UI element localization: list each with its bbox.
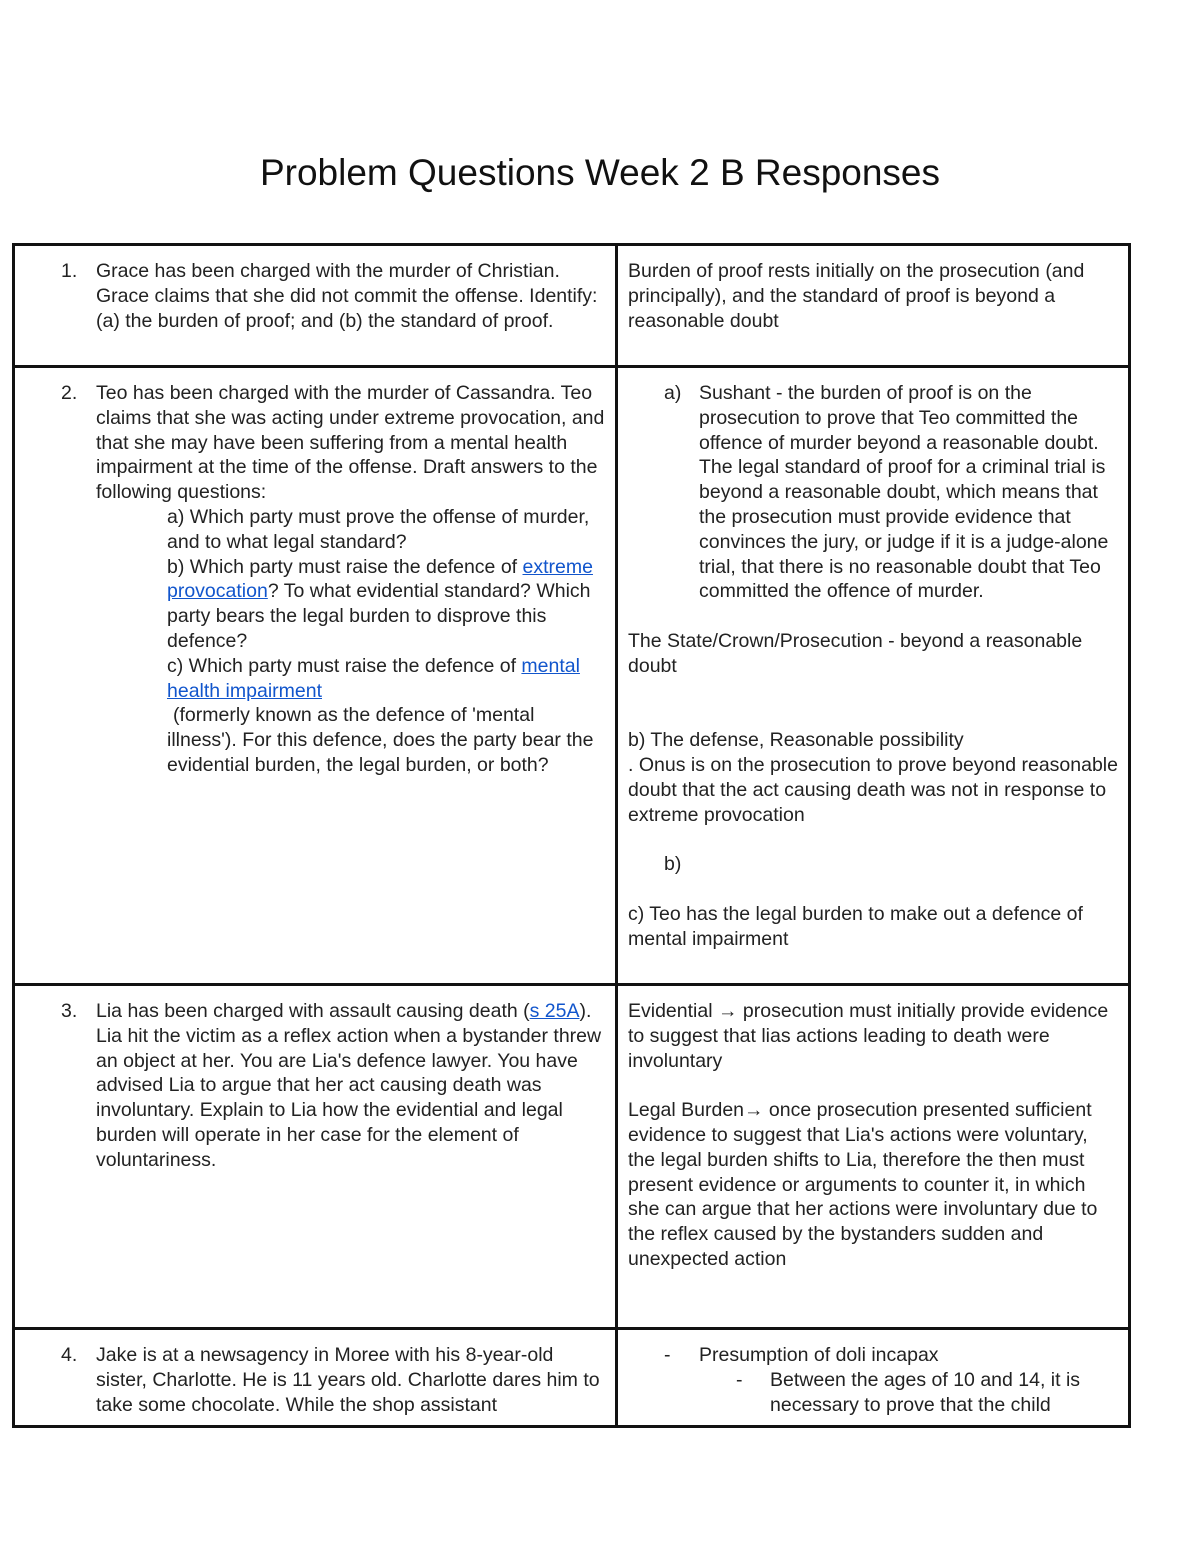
answer-cell-3 bbox=[617, 985, 1130, 1329]
question-cell-4 bbox=[14, 1329, 617, 1427]
sub-question-b-text: b) Which party must raise the defence of bbox=[167, 555, 518, 578]
sub-bullet-text: Between the ages of 10 and 14, it is necessary to prove that the child bbox=[770, 1368, 1081, 1416]
list-number: 1. bbox=[61, 260, 78, 282]
question-cell-3 bbox=[14, 985, 617, 1329]
table-row bbox=[14, 985, 1130, 1329]
list-item bbox=[25, 999, 605, 1173]
list-item bbox=[25, 381, 605, 505]
bullet-item bbox=[628, 1343, 1118, 1368]
question-answer-table bbox=[12, 243, 1131, 1428]
answer-c-text: c) Teo has the legal burden to make out a defence of mental impairment bbox=[628, 902, 1083, 950]
table-row bbox=[14, 245, 1130, 367]
question-intro: Teo has been charged with the murder of Cassandra. Teo claims that she was acting under extreme provocation, and that she may have been suffering from a mental health impairment at the time of the offense. Draft answers to the following questions: bbox=[96, 382, 605, 504]
answer-legal-text: Legal Burden→ once prosecution presented sufficient evidence to suggest that Lia's actions were voluntary, the legal burden shifts to Lia, therefore the then must present evidence or arguments to counter it, in which she can argue that her actions were involuntary due to the reflex caused by the bystanders sudden and unexpected action bbox=[628, 1099, 1098, 1270]
answer-cell-2 bbox=[617, 367, 1130, 985]
sub-question-c-text: c) Which party must raise the defence of bbox=[167, 654, 516, 677]
answer-evidential-text: Evidential → prosecution must initially provide evidence to suggest that lias actions leading to death were involuntary bbox=[628, 1000, 1109, 1072]
answer-b-onus-text: . Onus is on the prosecution to prove beyond reasonable doubt that the act causing death was not in response to extreme provocation bbox=[628, 753, 1118, 826]
list-item bbox=[25, 259, 605, 333]
sub-question-c-rest: (formerly known as the defence of 'mental illness'). For this defence, does the party bear the evidential burden, the legal burden, or both? bbox=[167, 704, 594, 776]
answer-cell-1 bbox=[617, 245, 1130, 367]
list-number: 4. bbox=[61, 1344, 78, 1366]
extreme-provocation-link[interactable]: extreme provocation bbox=[167, 555, 593, 603]
list-number: 2. bbox=[61, 382, 78, 404]
question-text-rest: ). Lia hit the victim as a reflex action when a bystander threw an object at her. You are Lia's defence lawyer. You have advised Lia to argue that her act causing death was involuntary. Explain to Lia how the evidential and legal burden will operate in her case for the element of voluntariness. bbox=[96, 1000, 602, 1171]
bullet-marker: - bbox=[664, 1344, 671, 1366]
table-row bbox=[14, 367, 1130, 985]
sub-question-b bbox=[25, 555, 605, 654]
answer-state-text: The State/Crown/Prosecution - beyond a reasonable doubt bbox=[628, 629, 1083, 677]
answer-text: Burden of proof rests initially on the prosecution (and principally), and the standard of proof is beyond a reasonable doubt bbox=[628, 260, 1085, 332]
question-text: Grace has been charged with the murder of Christian. Grace claims that she did not commit the offense. Identify: (a) the burden of proof; and (b) the standard of proof. bbox=[96, 260, 598, 332]
s-25a-link[interactable]: s 25A bbox=[529, 1000, 580, 1022]
table-row bbox=[14, 1329, 1130, 1427]
sub-question-c bbox=[25, 654, 605, 778]
question-text: Jake is at a newsagency in Moree with his 8-year-old sister, Charlotte. He is 11 years old. Charlotte dares him to take some chocolate. While the shop assistant bbox=[96, 1344, 600, 1416]
question-cell-1 bbox=[14, 245, 617, 367]
answer-cell-4 bbox=[617, 1329, 1130, 1427]
mental-health-impairment-link[interactable]: mental health impairment bbox=[167, 654, 580, 702]
bullet-marker: - bbox=[736, 1368, 743, 1391]
answer-a-text: Sushant - the burden of proof is on the prosecution to prove that Teo committed the offence of murder beyond a reasonable doubt. The legal standard of proof for a criminal trial is beyond a reasonable doubt, which means that the prosecution must provide evidence that convinces the jury, or judge if it is a judge-alone trial, that there is no reasonable doubt that Teo committed the offence of murder. bbox=[699, 382, 1109, 603]
answer-a-marker: a) bbox=[664, 382, 682, 404]
list-item bbox=[25, 1343, 605, 1417]
answer-b-marker: b) bbox=[664, 853, 682, 876]
bullet-text: Presumption of doli incapax bbox=[699, 1344, 939, 1366]
sub-question-b-rest: ? To what evidential standard? Which party bears the legal burden to disprove this defence? bbox=[167, 580, 591, 652]
question-cell-2 bbox=[14, 367, 617, 985]
page-title: Problem Questions Week 2 B Responses bbox=[259, 152, 941, 193]
answer-a-item bbox=[628, 381, 1118, 604]
sub-question-a: a) Which party must prove the offense of murder, and to what legal standard? bbox=[167, 505, 590, 553]
answer-b-text: b) The defense, Reasonable possibility bbox=[628, 729, 964, 752]
question-text: Lia has been charged with assault causing death ( bbox=[96, 1000, 530, 1022]
sub-bullet-item bbox=[628, 1368, 1118, 1418]
list-number: 3. bbox=[61, 1000, 78, 1022]
